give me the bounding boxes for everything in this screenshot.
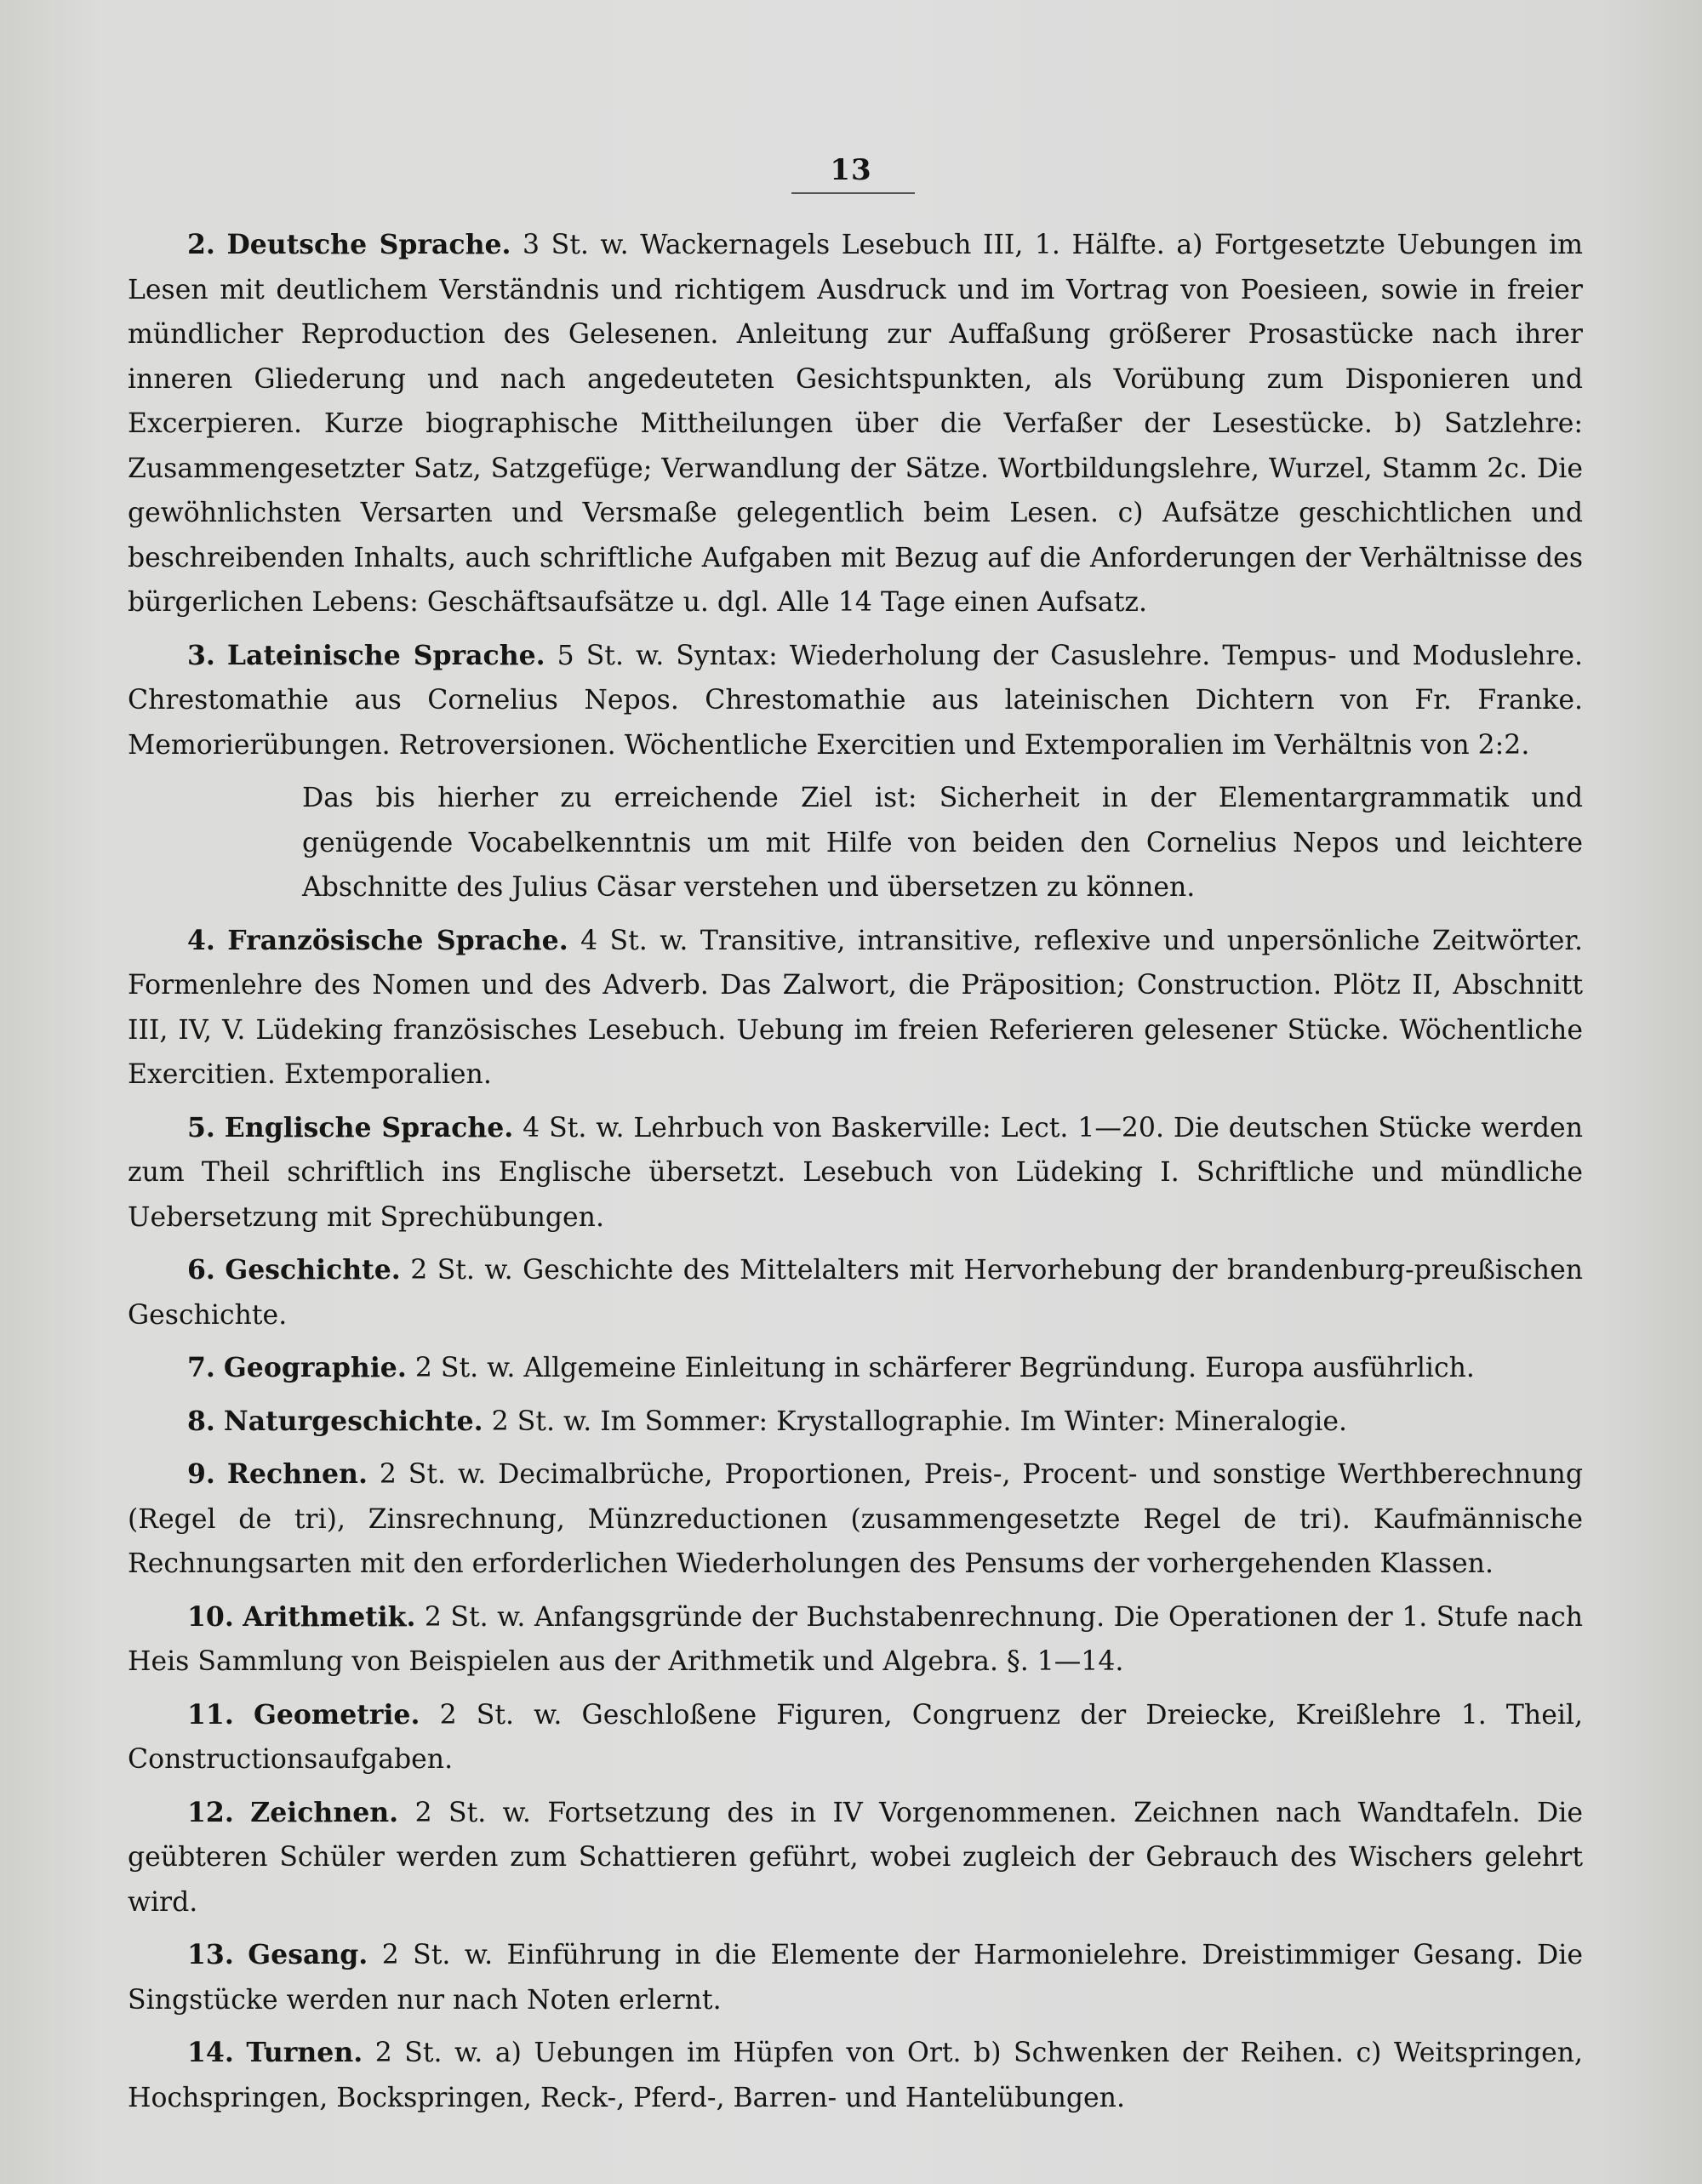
section-text: 2 St. w. Geschloßene Figuren, Congruenz der Dreiecke, Kreißlehre 1. Theil, Constructionsaufgaben.	[128, 1699, 1584, 1775]
section-arithmetik	[128, 1595, 1583, 1685]
section-text: 4 St. w. Transitive, intransitive, reflexive und unpersönliche Zeitwörter. Formenlehre des Nomen und des Adverb. Das Zalwort, die Präposition; Construction. Plötz II, Abschnitt III, IV, V. Lüdeking französisches Lesebuch. Uebung im freien Referieren gelesener Stücke. Wöchentliche Exercitien. Extemporalien.	[128, 925, 1584, 1090]
header-rule	[791, 192, 915, 194]
section-title: Englische Sprache.	[224, 1111, 514, 1143]
section-number: 9.	[187, 1458, 215, 1490]
section-title: Geschichte.	[225, 1254, 401, 1286]
section-number: 11.	[187, 1698, 234, 1731]
section-geometrie	[128, 1693, 1583, 1782]
curriculum-text	[128, 223, 1583, 2129]
section-zeichnen	[128, 1791, 1583, 1925]
section-text: 3 St. w. Wackernagels Lesebuch III, 1. Hälfte. a) Fortgesetzte Uebungen im Lesen mit deutlichem Verständnis und richtigem Ausdruck und im Vortrag von Poesieen, sowie in freier mündlicher Reproduction des Gelesenen. Anleitung zur Auffaßung größerer Prosastücke nach ihrer inneren Gliederung und nach angedeuteten Gesichtspunkten, als Vorübung zum Disponieren und Excerpieren. Kurze biographische Mittheilungen über die Verfaßer der Lesestücke. b) Satzlehre: Zusammengesetzter Satz, Satzgefüge; Verwandlung der Sätze. Wortbildungslehre, Wurzel, Stamm 2c. Die gewöhnlichsten Versarten und Versmaße gelegentlich beim Lesen. c) Aufsätze geschichtlichen und beschreibenden Inhalts, auch schriftliche Aufgaben mit Bezug auf die Anforderungen der Verhältnisse des bürgerlichen Lebens: Geschäftsaufsätze u. dgl. Alle 14 Tage einen Aufsatz.	[128, 230, 1583, 618]
section-franzoesische-sprache	[128, 919, 1583, 1098]
section-turnen	[128, 2031, 1583, 2120]
section-deutsche-sprache	[128, 223, 1583, 625]
section-number: 7.	[187, 1352, 215, 1383]
section-text: 2 St. w. Einführung in die Elemente der Harmonielehre. Dreistimmiger Gesang. Die Singstücke werden nur nach Noten erlernt.	[128, 1940, 1584, 2016]
section-title: Deutsche Sprache.	[226, 229, 511, 260]
latin-goal-note	[128, 776, 1583, 910]
section-title: Gesang.	[248, 1939, 368, 1970]
section-text: 2 St. w. Anfangsgründe der Buchstabenrechnung. Die Operationen der 1. Stufe nach Heis Sammlung von Beispielen aus der Arithmetik und Algebra. §. 1—14.	[128, 1601, 1584, 1677]
section-title: Zeichnen.	[250, 1796, 399, 1828]
section-number: 5.	[187, 1111, 215, 1143]
section-title: Französische Sprache.	[227, 924, 568, 956]
section-title: Turnen.	[246, 2037, 363, 2068]
section-number: 4.	[187, 924, 215, 956]
section-number: 3.	[187, 639, 215, 671]
section-gesang	[128, 1933, 1583, 2022]
section-title: Lateinische Sprache.	[226, 639, 545, 671]
section-text: 2 St. w. Allgemeine Einleitung in schärferer Begründung. Europa ausführlich.	[414, 1353, 1475, 1383]
section-title: Naturgeschichte.	[223, 1405, 483, 1437]
section-geschichte	[128, 1248, 1583, 1337]
section-englische-sprache	[128, 1106, 1583, 1240]
section-rechnen	[128, 1452, 1583, 1587]
section-title: Geometrie.	[253, 1698, 420, 1731]
section-geographie	[128, 1346, 1583, 1391]
section-title: Rechnen.	[226, 1458, 368, 1490]
section-text: 4 St. w. Lehrbuch von Baskerville: Lect. 1—20. Die deutschen Stücke werden zum Theil schriftlich ins Englische übersetzt. Lesebuch von Lüdeking I. Schriftliche und mündliche Uebersetzung mit Sprechübungen.	[128, 1112, 1583, 1233]
section-text: 2 St. w. Fortsetzung des in IV Vorgenommenen. Zeichnen nach Wandtafeln. Die geübteren Schüler werden zum Schattieren geführt, wobei zugleich der Gebrauch des Wischers gelehrt wird.	[128, 1797, 1584, 1918]
section-text: 2 St. w. Im Sommer: Krystallographie. Im Winter: Mineralogie.	[491, 1406, 1347, 1437]
goal-text: Das bis hierher zu erreichende Ziel ist: Sicherheit in der Elementargrammatik und genügende Vocabelkenntnis um mit Hilfe von beiden den Cornelius Nepos und leichtere Abschnitte des Julius Cäsar verstehen und übersetzen zu können.	[302, 783, 1583, 903]
section-title: Geographie.	[223, 1352, 407, 1383]
section-naturgeschichte	[128, 1400, 1583, 1445]
page-number: 13	[830, 153, 872, 187]
section-text: 5 St. w. Syntax: Wiederholung der Casuslehre. Tempus- und Moduslehre. Chrestomathie aus Cornelius Nepos. Chrestomathie aus lateinischen Dichtern von Fr. Franke. Memorierübungen. Retroversionen. Wöchentliche Exercitien und Extemporalien im Verhältnis von 2:2.	[128, 640, 1583, 761]
section-text: 2 St. w. a) Uebungen im Hüpfen von Ort. b) Schwenken der Reihen. c) Weitspringen, Hochspringen, Bockspringen, Reck-, Pferd-, Barren- und Hantelübungen.	[128, 2038, 1584, 2113]
section-title: Arithmetik.	[243, 1600, 416, 1633]
section-number: 12.	[187, 1796, 234, 1828]
section-text: 2 St. w. Geschichte des Mittelalters mit Hervorhebung der brandenburg-preußischen Geschichte.	[128, 1255, 1584, 1331]
section-number: 10.	[187, 1600, 234, 1633]
section-text: 2 St. w. Decimalbrüche, Proportionen, Preis-, Procent- und sonstige Werthberechnung (Regel de tri), Zinsrechnung, Münzreductionen (zusammengesetzte Regel de tri). Kaufmännische Rechnungsarten mit den erforderlichen Wiederholungen des Pensums der vorhergehenden Klassen.	[128, 1459, 1584, 1579]
section-number: 8.	[187, 1405, 215, 1437]
section-lateinische-sprache	[128, 634, 1583, 768]
section-number: 2.	[187, 229, 215, 260]
section-number: 14.	[187, 2037, 234, 2068]
section-number: 6.	[187, 1254, 215, 1286]
section-number: 13.	[187, 1939, 234, 1970]
